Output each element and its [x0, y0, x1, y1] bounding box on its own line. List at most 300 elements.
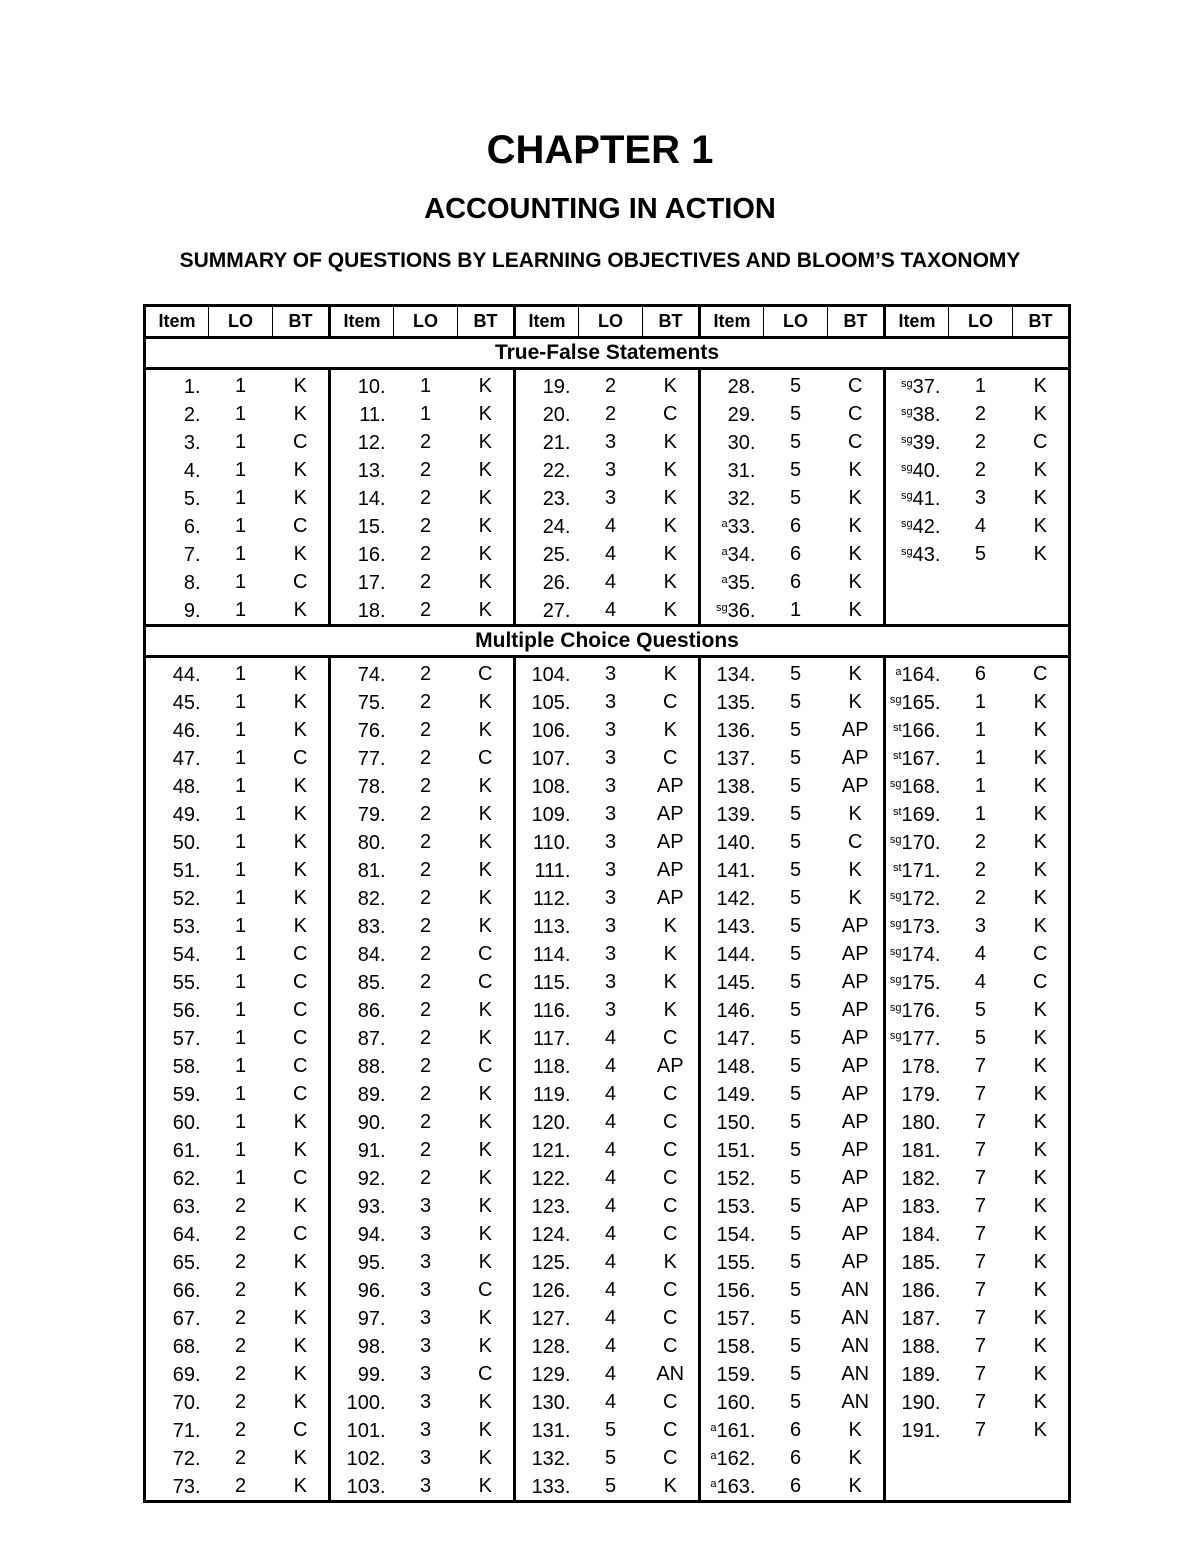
bt-cell: AP — [643, 1052, 700, 1080]
item-cell — [329, 1080, 393, 1108]
bt-cell: C — [458, 1052, 515, 1080]
item-marker: st — [892, 806, 902, 818]
lo-cell: 1 — [234, 430, 247, 453]
item-number: 7. — [183, 544, 201, 566]
item-cell — [329, 1220, 393, 1248]
bt-cell: K — [643, 540, 700, 568]
item-number: 163. — [716, 1476, 756, 1498]
item-number: 139. — [716, 804, 756, 826]
item-marker: sg — [889, 1002, 902, 1014]
item-number: 175. — [901, 972, 941, 994]
bt-cell: C — [1033, 970, 1048, 993]
bt-cell: C — [273, 1416, 330, 1444]
item-cell — [329, 1108, 393, 1136]
item-cell — [329, 1136, 393, 1164]
table-row — [145, 1360, 1070, 1388]
lo-cell: 1 — [234, 374, 247, 397]
item-number: 89. — [357, 1084, 386, 1106]
item-number: 164. — [901, 664, 941, 686]
bt-cell: K — [273, 1248, 330, 1276]
lo-cell: 1 — [234, 774, 247, 797]
item-cell — [514, 484, 578, 512]
lo-cell: 7 — [974, 1390, 987, 1413]
item-number: 66. — [172, 1280, 201, 1302]
item-cell — [884, 912, 948, 940]
item-cell — [514, 1164, 578, 1192]
item-cell — [145, 1444, 209, 1472]
item-cell — [145, 1220, 209, 1248]
bt-cell: AP — [643, 772, 700, 800]
item-cell — [145, 744, 209, 772]
item-cell — [699, 1108, 763, 1136]
item-cell — [699, 940, 763, 968]
item-cell — [329, 1388, 393, 1416]
bt-cell: AP — [828, 1024, 885, 1052]
item-number: 10. — [357, 376, 386, 398]
bt-cell: AP — [828, 1248, 885, 1276]
item-number: 57. — [172, 1028, 201, 1050]
lo-cell: 7 — [974, 1138, 987, 1161]
item-number: 5. — [183, 488, 201, 510]
item-number: 11. — [359, 404, 386, 426]
lo-cell: 5 — [604, 1474, 617, 1497]
item-number: 168. — [901, 776, 941, 798]
table-row — [145, 1472, 1070, 1502]
item-number: 119. — [533, 1084, 571, 1106]
item-cell — [699, 856, 763, 884]
item-number: 120. — [531, 1112, 571, 1134]
item-cell — [329, 369, 393, 401]
item-number: 114. — [533, 944, 571, 966]
bt-cell: K — [458, 596, 515, 626]
item-number: 37. — [912, 376, 941, 398]
item-number: 171. — [901, 860, 941, 882]
bt-cell: K — [458, 484, 515, 512]
item-number: 183. — [901, 1196, 941, 1218]
lo-cell: 5 — [789, 830, 802, 853]
item-cell — [699, 1472, 763, 1502]
item-cell — [884, 1276, 948, 1304]
bt-cell: K — [273, 828, 330, 856]
item-number: 79. — [357, 804, 386, 826]
item-number: 83. — [357, 916, 386, 938]
item-cell — [884, 1164, 948, 1192]
item-cell — [699, 716, 763, 744]
lo-cell: 3 — [604, 942, 617, 965]
item-number: 124. — [531, 1224, 571, 1246]
lo-cell: 1 — [234, 458, 247, 481]
lo-cell: 5 — [789, 1054, 802, 1077]
item-number: 174. — [901, 944, 941, 966]
bt-cell: AN — [828, 1332, 885, 1360]
table-row — [145, 568, 1070, 596]
bt-cell: K — [643, 596, 700, 626]
table-row — [145, 1388, 1070, 1416]
item-cell — [884, 1080, 948, 1108]
item-cell — [145, 568, 209, 596]
item-cell — [145, 1304, 209, 1332]
lo-cell: 3 — [974, 486, 987, 509]
bt-cell: K — [1033, 830, 1047, 853]
item-number: 131. — [531, 1420, 571, 1442]
table-row — [145, 1332, 1070, 1360]
item-number: 65. — [172, 1252, 201, 1274]
lo-cell: 5 — [789, 1334, 802, 1357]
item-cell — [884, 1444, 948, 1472]
table-row — [145, 484, 1070, 512]
item-cell — [884, 596, 948, 626]
item-cell — [514, 688, 578, 716]
lo-cell: 1 — [234, 402, 247, 425]
lo-cell — [948, 568, 1012, 596]
item-number: 22. — [542, 460, 571, 482]
bt-cell: K — [273, 688, 330, 716]
lo-cell: 5 — [789, 886, 802, 909]
item-cell — [514, 428, 578, 456]
item-cell — [884, 856, 948, 884]
bt-cell: C — [273, 1080, 330, 1108]
item-cell — [329, 1276, 393, 1304]
item-cell — [699, 1248, 763, 1276]
item-cell — [329, 968, 393, 996]
chapter-title: ACCOUNTING IN ACTION — [424, 193, 776, 225]
lo-cell: 1 — [974, 690, 987, 713]
item-number: 136. — [716, 720, 756, 742]
lo-cell: 5 — [789, 998, 802, 1021]
item-number: 69. — [172, 1364, 201, 1386]
table-row — [145, 1248, 1070, 1276]
item-number: 25. — [542, 544, 571, 566]
lo-cell: 2 — [234, 1334, 247, 1357]
item-marker: a — [895, 666, 902, 678]
item-cell — [884, 1108, 948, 1136]
item-number: 180. — [901, 1112, 941, 1134]
lo-cell: 5 — [789, 718, 802, 741]
bt-cell: K — [1033, 1362, 1047, 1385]
table-row — [145, 456, 1070, 484]
item-cell — [699, 1444, 763, 1472]
bt-cell: K — [1033, 1306, 1047, 1329]
item-cell — [514, 596, 578, 626]
item-cell — [145, 856, 209, 884]
bt-cell: C — [828, 369, 885, 401]
bt-cell: K — [273, 540, 330, 568]
column-header-lo: LO — [763, 306, 827, 338]
lo-cell: 7 — [974, 1110, 987, 1133]
lo-cell: 4 — [604, 1250, 617, 1273]
bt-cell: K — [1033, 1390, 1047, 1413]
table-row — [145, 1136, 1070, 1164]
item-marker: st — [892, 722, 902, 734]
item-number: 3. — [183, 432, 201, 454]
bt-cell: C — [643, 1388, 700, 1416]
item-number: 33. — [727, 516, 756, 538]
item-number: 177. — [901, 1028, 941, 1050]
bt-cell: K — [643, 912, 700, 940]
item-cell — [514, 400, 578, 428]
lo-cell: 5 — [789, 1390, 802, 1413]
bt-cell: K — [458, 1080, 515, 1108]
lo-cell: 2 — [419, 458, 432, 481]
item-number: 78. — [357, 776, 386, 798]
item-number: 50. — [172, 832, 201, 854]
item-number: 126. — [531, 1280, 571, 1302]
item-cell — [514, 1248, 578, 1276]
lo-cell: 2 — [419, 914, 432, 937]
item-number: 167. — [901, 748, 941, 770]
item-number: 150. — [716, 1112, 756, 1134]
bt-cell: K — [828, 596, 885, 626]
item-number: 155. — [716, 1252, 756, 1274]
item-cell — [699, 512, 763, 540]
bt-cell: K — [1033, 514, 1047, 537]
lo-cell: 3 — [604, 802, 617, 825]
bt-cell: AN — [828, 1276, 885, 1304]
bt-cell — [1013, 596, 1070, 626]
lo-cell: 5 — [789, 430, 802, 453]
bt-cell: C — [273, 1164, 330, 1192]
item-cell — [699, 596, 763, 626]
item-number: 36. — [727, 600, 756, 622]
item-cell — [145, 512, 209, 540]
lo-cell: 4 — [604, 1054, 617, 1077]
item-cell — [329, 1416, 393, 1444]
lo-cell: 2 — [419, 1138, 432, 1161]
item-cell — [699, 484, 763, 512]
item-number: 9. — [183, 600, 201, 622]
lo-cell: 6 — [789, 542, 802, 565]
item-cell — [884, 1304, 948, 1332]
item-number: 121. — [531, 1140, 571, 1162]
bt-cell: K — [1033, 486, 1047, 509]
item-number: 169. — [901, 804, 941, 826]
item-cell — [884, 940, 948, 968]
lo-cell: 4 — [604, 1082, 617, 1105]
bt-cell: K — [1033, 1110, 1047, 1133]
item-cell — [145, 1332, 209, 1360]
item-cell — [884, 657, 948, 689]
bt-cell: K — [458, 1024, 515, 1052]
item-cell — [699, 800, 763, 828]
item-number: 17. — [357, 572, 386, 594]
lo-cell: 3 — [604, 430, 617, 453]
lo-cell: 2 — [974, 430, 987, 453]
bt-cell: K — [828, 540, 885, 568]
bt-cell: C — [643, 400, 700, 428]
bt-cell: K — [273, 456, 330, 484]
item-cell — [514, 1444, 578, 1472]
item-cell — [884, 484, 948, 512]
item-cell — [514, 657, 578, 689]
lo-cell: 5 — [789, 1250, 802, 1273]
lo-cell: 1 — [234, 830, 247, 853]
item-number: 96. — [357, 1280, 386, 1302]
table-row — [145, 1416, 1070, 1444]
lo-cell: 1 — [974, 374, 987, 397]
item-number: 94. — [357, 1224, 386, 1246]
item-cell — [699, 688, 763, 716]
item-number: 90. — [357, 1112, 386, 1134]
bt-cell: C — [273, 568, 330, 596]
table-row — [145, 744, 1070, 772]
item-cell — [329, 484, 393, 512]
bt-cell: K — [458, 1108, 515, 1136]
lo-cell: 4 — [604, 1390, 617, 1413]
item-number: 117. — [533, 1028, 571, 1050]
item-number: 84. — [357, 944, 386, 966]
item-cell — [329, 1332, 393, 1360]
item-cell — [514, 940, 578, 968]
lo-cell: 2 — [419, 998, 432, 1021]
bt-cell: K — [273, 1276, 330, 1304]
bt-cell: C — [1033, 942, 1048, 965]
lo-cell: 3 — [604, 914, 617, 937]
lo-cell: 1 — [234, 746, 247, 769]
item-number: 34. — [727, 544, 756, 566]
bt-cell: K — [458, 688, 515, 716]
item-marker: a — [721, 574, 728, 586]
item-cell — [145, 940, 209, 968]
item-number: 14. — [357, 488, 386, 510]
item-number: 54. — [172, 944, 201, 966]
table-row — [145, 912, 1070, 940]
lo-cell: 1 — [974, 802, 987, 825]
lo-cell: 4 — [604, 1334, 617, 1357]
item-cell — [884, 400, 948, 428]
bt-cell: K — [643, 456, 700, 484]
bt-cell: K — [828, 1444, 885, 1472]
item-marker: sg — [901, 518, 913, 530]
lo-cell: 1 — [234, 542, 247, 565]
table-row — [145, 772, 1070, 800]
lo-cell: 5 — [789, 1306, 802, 1329]
bt-cell: K — [458, 1332, 515, 1360]
bt-cell: C — [273, 512, 330, 540]
bt-cell: K — [273, 657, 330, 689]
item-number: 56. — [172, 1000, 201, 1022]
bt-cell: C — [273, 1052, 330, 1080]
item-cell — [884, 1472, 948, 1502]
bt-cell: K — [458, 369, 515, 401]
bt-cell: K — [1033, 542, 1047, 565]
column-header-bt: BT — [828, 306, 885, 338]
bt-cell: K — [458, 772, 515, 800]
item-marker: st — [892, 862, 902, 874]
item-cell — [329, 456, 393, 484]
lo-cell: 5 — [789, 1278, 802, 1301]
item-number: 112. — [533, 888, 571, 910]
item-number: 41. — [912, 488, 941, 510]
item-cell — [699, 772, 763, 800]
lo-cell: 3 — [604, 486, 617, 509]
lo-cell: 2 — [234, 1390, 247, 1413]
bt-cell: AN — [828, 1388, 885, 1416]
item-cell — [514, 1192, 578, 1220]
item-number: 93. — [357, 1196, 386, 1218]
item-cell — [514, 1388, 578, 1416]
item-number: 63. — [172, 1196, 201, 1218]
item-cell — [699, 400, 763, 428]
lo-cell: 3 — [604, 690, 617, 713]
lo-cell: 5 — [789, 774, 802, 797]
bt-cell: AP — [828, 1080, 885, 1108]
bt-cell: K — [458, 996, 515, 1024]
item-number: 188. — [901, 1336, 941, 1358]
item-cell — [145, 456, 209, 484]
item-number: 178. — [901, 1056, 941, 1078]
item-number: 190. — [901, 1392, 941, 1414]
table-row — [145, 884, 1070, 912]
lo-cell: 2 — [974, 402, 987, 425]
item-number: 44. — [172, 664, 201, 686]
lo-cell: 1 — [234, 914, 247, 937]
lo-cell: 5 — [604, 1418, 617, 1441]
lo-cell: 2 — [419, 690, 432, 713]
item-cell — [884, 1220, 948, 1248]
item-cell — [514, 912, 578, 940]
item-number: 45. — [172, 692, 201, 714]
lo-cell: 2 — [604, 402, 617, 425]
item-cell — [699, 1276, 763, 1304]
item-marker: sg — [901, 378, 913, 390]
item-number: 141. — [716, 860, 756, 882]
lo-cell: 4 — [604, 514, 617, 537]
item-number: 109. — [531, 804, 571, 826]
bt-cell: K — [828, 1472, 885, 1502]
item-cell — [884, 512, 948, 540]
lo-cell: 1 — [789, 598, 802, 621]
item-cell — [699, 884, 763, 912]
lo-cell: 3 — [419, 1194, 432, 1217]
item-cell — [884, 772, 948, 800]
bt-cell: K — [458, 568, 515, 596]
lo-cell: 2 — [419, 570, 432, 593]
item-number: 24. — [542, 516, 571, 538]
item-cell — [514, 716, 578, 744]
item-number: 68. — [172, 1336, 201, 1358]
bt-cell: K — [1033, 1250, 1047, 1273]
lo-cell: 1 — [234, 718, 247, 741]
lo-cell: 5 — [789, 942, 802, 965]
lo-cell: 5 — [789, 1138, 802, 1161]
item-number: 133. — [531, 1476, 571, 1498]
item-cell — [329, 744, 393, 772]
item-marker: sg — [901, 462, 913, 474]
item-cell — [884, 716, 948, 744]
table-row — [145, 968, 1070, 996]
bt-cell: K — [1033, 998, 1047, 1021]
item-number: 154. — [716, 1224, 756, 1246]
table-row — [145, 856, 1070, 884]
bt-cell: K — [273, 1472, 330, 1502]
table-row — [145, 940, 1070, 968]
bt-cell: K — [458, 1164, 515, 1192]
item-number: 187. — [901, 1308, 941, 1330]
item-cell — [514, 744, 578, 772]
lo-cell: 5 — [604, 1446, 617, 1469]
lo-cell: 2 — [974, 886, 987, 909]
item-number: 103. — [346, 1476, 386, 1498]
item-cell — [884, 568, 948, 596]
lo-cell: 5 — [974, 542, 987, 565]
item-number: 144. — [716, 944, 756, 966]
item-cell — [329, 912, 393, 940]
item-number: 48. — [172, 776, 201, 798]
bt-cell: K — [1033, 1278, 1047, 1301]
item-marker: sg — [889, 890, 902, 902]
bt-cell: K — [1033, 802, 1047, 825]
lo-cell: 4 — [974, 514, 987, 537]
